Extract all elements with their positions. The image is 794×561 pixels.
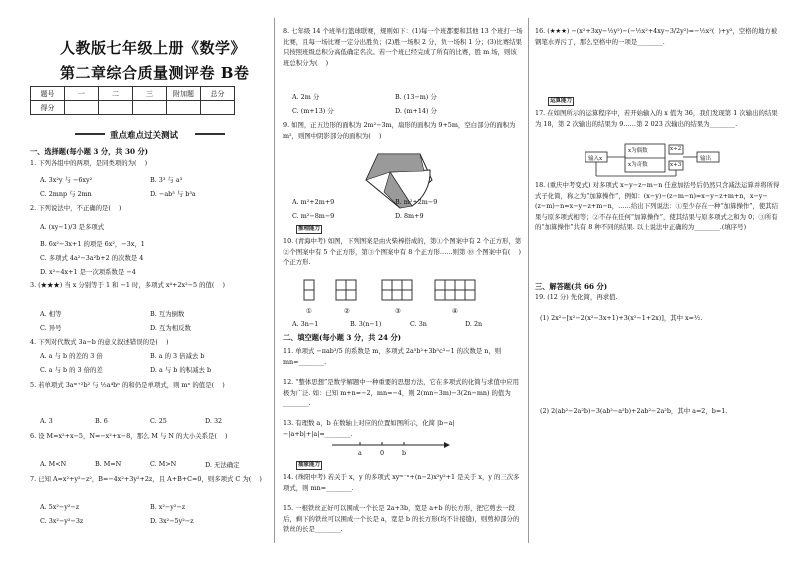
- question-4: 4. 下列对代数式 3a−b 的意义叙述错误的是( ): [30, 338, 169, 346]
- flow-even: x为偶数: [628, 148, 648, 154]
- question-13: 13. 有理数 a，b 在数轴上对应的位置如图所示，化简 |b−a|−|a+b|+|a|=________.: [283, 419, 455, 438]
- option-10b: B. 3(n−1): [350, 320, 382, 328]
- option-9c: C. m²−8m−9: [292, 212, 335, 220]
- option-3d: D. 互为相反数: [150, 324, 191, 332]
- option-5d: D. 32: [205, 417, 223, 425]
- score-header-cell: 一: [65, 87, 99, 101]
- option-1a: A. 3x²y 与 −6xy²: [40, 176, 93, 184]
- option-2d: D. x²−4x+1 是一次项系数是 −4: [40, 268, 136, 276]
- axis-label-a: a: [358, 449, 362, 457]
- score-header-cell: 附加题: [167, 87, 201, 101]
- flow-add: x+3: [670, 162, 682, 168]
- option-5a: A. 3: [40, 417, 53, 425]
- flow-odd: x为奇数: [628, 162, 648, 168]
- option-2a: A. (xy−1)/3 是多项式: [40, 223, 105, 231]
- question-17: 17. 在如图所示的运算程序中，若开始输入的 x 值为 36，我们发现第 1 次输出的结果为 18，第 2 次输出的结果为 9……第 2 023 次输出的结果为________.: [535, 109, 778, 128]
- option-4b: B. a 的 3 倍减去 b: [150, 352, 205, 360]
- question-18: 18. (重庆中考变式) 对多项式 x−y−z−m−n 任意加括号后仍然只含减法运算并将所得式子化简，称之为“加算操作”，例如：(x−y)−(z−m−n)=x−y−z+m+n，x−y−(z−m)−n=x−y−z+m−n，……给出下列说法：①至少存在一种“加算操作”，使其结果与原多项式相等；②不存在任何“加算操作”，使其结果与原多项式之和为 0；③所有的“加算操作”共有 8 种不同的结果. 以上说法中正确的为________.(填序号): [535, 181, 780, 231]
- number-line: [330, 440, 450, 452]
- score-cell: [201, 101, 235, 115]
- option-4d: D. a 与 b 的积减去 b: [150, 366, 212, 374]
- question-16: 16. (★★★) −(x²+3xy−½y²)−(−½x²+4xy−3/2y²)=−½x²( )+y²，空格的地方被钢笔水弄污了，那么空格中的一项是________.: [535, 27, 778, 46]
- section-banner: 重点难点过关测试: [110, 131, 179, 141]
- option-2b: B. 6x²−3x+1 的项是 6x²，−3x，1: [40, 240, 145, 248]
- axis-label-b: b: [402, 449, 407, 457]
- option-1c: C. 2mnp 与 2mn: [40, 190, 92, 198]
- section-fill-heading: 二、填空题(每小题 3 分，共 24 分): [283, 333, 402, 342]
- option-7b: B. x²−y²−z: [150, 503, 186, 511]
- option-3a: A. 相等: [40, 310, 62, 318]
- option-4a: A. a 与 b 的差的 3 倍: [40, 352, 103, 360]
- question-1: 1. 下列各组中的两项，是同类项的为( ): [30, 159, 148, 167]
- option-3b: B. 互为倒数: [150, 310, 185, 318]
- question-8: 8. 七年级 14 个班举行篮球联赛，规则如下：(1)每一个班都要和其他 13 个班打一场比赛，且每一场比赛一定分出胜负；(2)胜一场积 2 分，负一场积 1 分；(3)比赛结果只按照班级总积分高低确定名次。若一个班已经完成了所有的比赛，胜 m 场，则该班总积分为( ): [283, 27, 523, 67]
- score-cell: [167, 101, 201, 115]
- ability-tag-10: 推理能力: [298, 226, 321, 232]
- option-8c: C. (m+13) 分: [292, 107, 334, 115]
- option-7d: D. 3x²−5y²−z: [150, 517, 194, 525]
- axis-label-0: 0: [380, 449, 385, 457]
- column-divider-2: [528, 18, 529, 543]
- option-9b: B. m²+2m−9: [395, 198, 438, 206]
- score-header-cell: 三: [133, 87, 167, 101]
- option-10d: D. 2n: [465, 320, 483, 328]
- option-6b: B. M=N: [95, 460, 122, 468]
- option-4c: C. a 与 b 的 3 倍的差: [40, 366, 103, 374]
- score-cell: [65, 101, 99, 115]
- option-7c: C. 3x²−y²−3z: [40, 517, 84, 525]
- score-cell: [99, 101, 133, 115]
- question-9: 9. 如图，正五边形的面积为 2m²−3m，扇形的面积为 9+5m，空白部分的面积为 m²，则图中阴影部分的面积为( ): [283, 121, 518, 140]
- score-header-cell: 总分: [201, 87, 235, 101]
- option-5b: B. 6: [95, 417, 108, 425]
- question-2: 2. 下列说法中，不正确的是( ): [30, 204, 122, 212]
- option-10a: A. 3n−1: [292, 320, 319, 328]
- matchstick-patterns: [300, 278, 500, 306]
- ability-tag-14: 抽象能力: [298, 462, 321, 468]
- option-6a: A. M<N: [40, 460, 67, 468]
- option-3c: C. 异号: [40, 324, 62, 332]
- option-9d: D. 8m+9: [395, 212, 424, 220]
- question-19-part-1: (1) 2x²−[x²−2(x²−3x+1)+3(x²−1+2x)]，其中 x=½.: [540, 314, 703, 322]
- score-row-label: 得分: [31, 101, 65, 115]
- option-1b: B. 3³ 与 a³: [150, 176, 183, 184]
- question-15: 15. 一根铁丝正好可以围成一个长是 2a+3b，宽是 a+b 的长方形，把它剪去一段后，剩下的铁丝可以围成一个长是 a，宽是 b 的长方形(均不计接缝)，则剪掉部分的铁丝的长是________.: [283, 504, 520, 533]
- option-7a: A. 5x²−y²−z: [40, 503, 80, 511]
- flow-input: 输入x: [588, 156, 603, 162]
- option-2c: C. 多项式 4a²−3a²b+2 的次数是 4: [40, 254, 144, 262]
- question-3: 3. (★★★) 当 x 分别等于 1 和 −1 时，多项式 x⁴+2x²−5 的值( ): [30, 281, 226, 289]
- pattern-label-2: ②: [344, 307, 350, 315]
- option-8d: D. (m+14) 分: [395, 107, 437, 115]
- score-cell: [133, 101, 167, 115]
- page-title: 人教版七年级上册《数学》: [60, 39, 247, 57]
- score-table: [30, 86, 235, 115]
- option-8a: A. 2m 分: [292, 93, 320, 101]
- option-6d: D. 无法确定: [205, 461, 240, 469]
- question-10: 10. (青海中考) 如图，下列图案是由火柴棒搭成的，第①个图案中有 2 个正方形，第②个图案中有 5 个正方形，第③个图案中有 8 个正方形……则第 ⑩ 个图案中有( )个正方形.: [283, 237, 522, 266]
- question-12: 12. “整体思想”是数学解题中一种重要的思想方法，它在多项式的化简与求值中应用极为广泛. 如：已知 m+n=−2，mn=−4，则 2(mn−3m)−3(2n−mn) 的值为________.: [283, 378, 520, 407]
- pattern-label-4: ④: [452, 307, 458, 315]
- section-solve-heading: 三、解答题(共 66 分): [535, 282, 608, 291]
- option-8b: B. (13−m) 分: [395, 93, 437, 101]
- option-9a: A. m²+2m+9: [292, 198, 335, 206]
- question-19: 19. (12 分) 先化简，再求值.: [535, 293, 618, 301]
- column-divider-1: [274, 18, 275, 543]
- question-11: 11. 单项式 −πab³/5 的系数是 m，多项式 2a⁵b²+3b⁵c³−1 的次数是 n，则 mn=________.: [283, 347, 504, 366]
- flow-divide: x÷2: [670, 146, 682, 152]
- option-5c: C. 25: [150, 417, 167, 425]
- pattern-label-3: ③: [395, 307, 401, 315]
- option-10c: C. 3n: [410, 320, 427, 328]
- question-5: 5. 若单项式 3aᵐ⁺²b² 与 ½a⁴bⁿ 的和仍是单项式，则 mⁿ 的值是( ): [30, 381, 225, 389]
- question-14: 14. (珠阳中考) 若关于 x，y 的多项式 xyᵐ⁻ⁿ+(n−2)x²y²+1 是关于 x，y 的三次多项式，则 mn=________.: [283, 473, 520, 492]
- score-header-cell: 题号: [31, 87, 65, 101]
- question-6: 6. 设 M=x²+x−5，N=−x²+x−8，那么 M 与 N 的大小关系是( ): [30, 432, 228, 440]
- pattern-label-1: ①: [306, 307, 312, 315]
- question-19-part-2: (2) 2(ab²−2a²b)−3(ab²−a²b)+2ab²−2a²b，其中 a=2，b=1.: [540, 407, 728, 415]
- score-header-cell: 二: [99, 87, 133, 101]
- flow-output: 输出: [700, 156, 712, 162]
- page-subtitle: 第二章综合质量测评卷 B卷: [60, 64, 250, 82]
- section-choice-heading: 一、选择题(每小题 3 分，共 30 分): [30, 147, 149, 156]
- option-6c: C. M>N: [150, 460, 177, 468]
- question-7: 7. 已知 A=x²+y²−z²，B=−4x²+3y²+2z，且 A+B+C=0，则多项式 C 为( ): [30, 475, 262, 483]
- ability-tag-17: 运算能力: [550, 98, 573, 104]
- option-1d: D. −ab³ 与 b³a: [150, 190, 196, 198]
